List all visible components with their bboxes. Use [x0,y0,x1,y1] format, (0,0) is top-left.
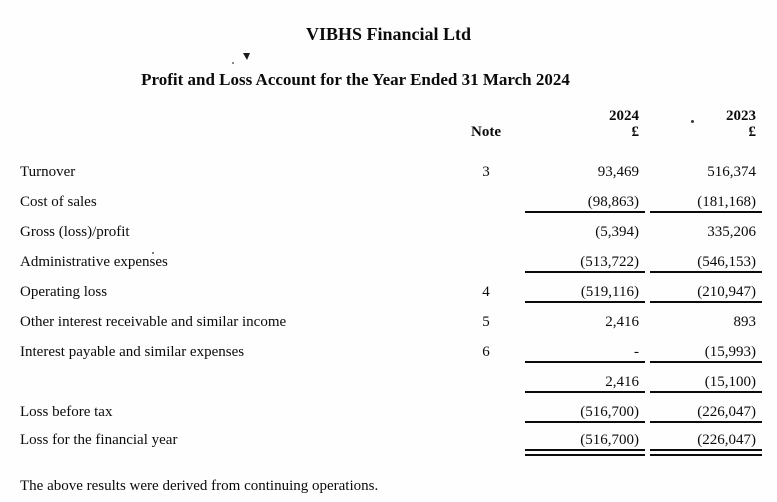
header-row-units [0,124,777,140]
row-label: Loss for the financial year [20,432,178,448]
row-value-2023: (226,047) [650,432,762,456]
table-body [0,164,777,462]
row-note: 4 [482,284,490,300]
row-label: Loss before tax [20,404,113,420]
row-note [461,194,511,195]
table-row-loss-for-financial-year [0,432,777,462]
row-value-2023: 335,206 [707,224,756,240]
table-row-cost-of-sales [0,194,777,224]
table-row-administrative-expenses [0,254,777,284]
row-label: Turnover [20,164,76,180]
table-row-other-interest-receivable [0,314,777,344]
row-value-2024: (513,722) [525,254,645,273]
table-row-operating-loss [0,284,777,314]
row-value-2023: (226,047) [650,404,762,423]
row-value-2023: (210,947) [650,284,762,303]
continuing-operations-note: The above results were derived from continuing operations. [20,478,379,494]
row-label: Cost of sales [20,194,97,210]
row-note: 5 [482,314,490,330]
row-value-2023: (546,153) [650,254,762,273]
table-row-gross-loss-profit [0,224,777,254]
report-title: Profit and Loss Account for the Year Ended 31 March 2024 [141,70,570,89]
row-label: Other interest receivable and similar income [20,314,287,330]
row-note [461,374,511,375]
table-header [0,108,777,140]
row-label: Administrative expenses [20,254,168,270]
row-value-2024: (516,700) [525,432,645,456]
row-value-2024: 93,469 [597,164,639,180]
table-row-loss-before-tax [0,404,777,432]
row-value-2024: (98,863) [525,194,645,213]
row-note [461,404,511,405]
row-value-2024: 2,416 [605,314,639,330]
row-value-2024: - [525,344,645,363]
row-label: Operating loss [20,284,108,300]
row-label: Gross (loss)/profit [20,224,130,240]
row-value-2024: (5,394) [595,224,639,240]
header-row-years [0,108,777,124]
row-note [461,432,511,433]
header-currency-2024: £ [631,124,639,140]
table-row-turnover [0,164,777,194]
row-value-2023: 893 [733,314,756,330]
table-row-net-interest-subtotal [0,374,777,404]
row-value-2023: 516,374 [707,164,756,180]
table-row-interest-payable [0,344,777,374]
row-value-2023: (181,168) [650,194,762,213]
header-year-2023: 2023 [726,108,756,124]
row-note [461,224,511,225]
header-currency-2023: £ [748,124,756,140]
row-note [461,254,511,255]
row-note: 6 [482,344,490,360]
row-label [20,374,461,375]
row-value-2024: 2,416 [525,374,645,393]
row-value-2024: (519,116) [525,284,645,303]
row-value-2023: (15,100) [650,374,762,393]
row-value-2024: (516,700) [525,404,645,423]
header-note: Note [471,124,501,140]
scan-artifact [243,53,250,60]
company-title: VIBHS Financial Ltd [305,24,472,44]
header-year-2024: 2024 [609,108,639,124]
row-value-2023: (15,993) [650,344,762,363]
row-note: 3 [482,164,490,180]
row-label: Interest payable and similar expenses [20,344,245,360]
scan-artifact [232,62,234,64]
